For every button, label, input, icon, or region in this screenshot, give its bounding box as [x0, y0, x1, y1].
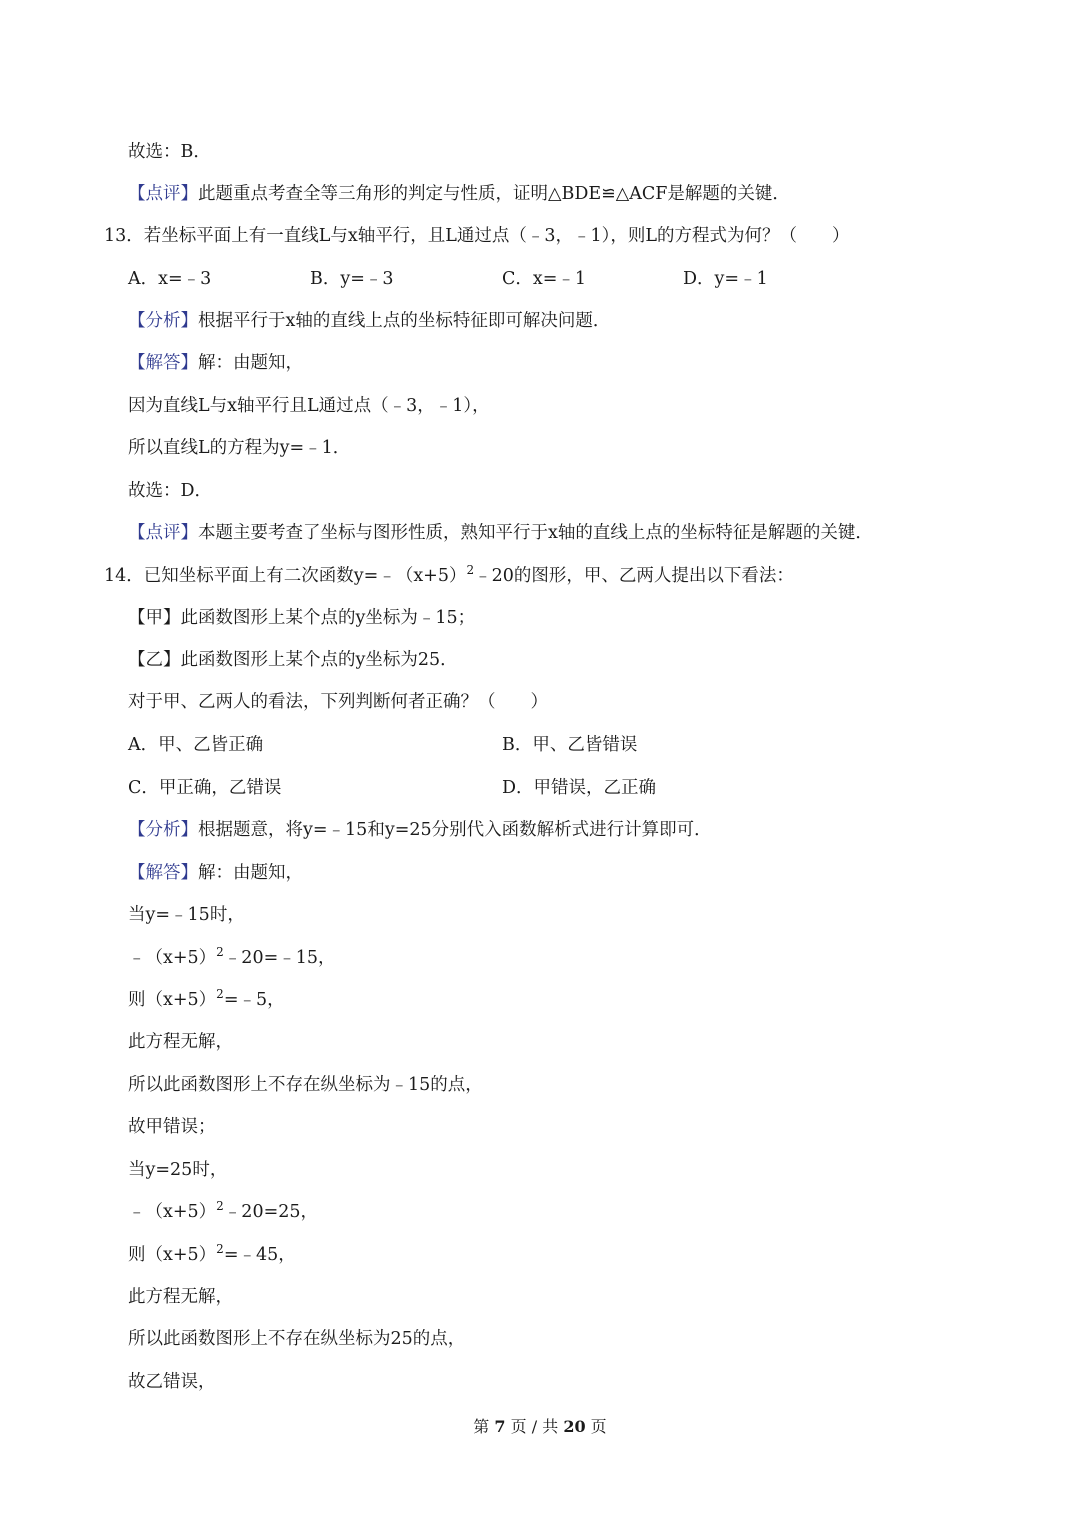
page-number: 7: [494, 1417, 506, 1436]
q14-option-c: C．甲正确，乙错误: [128, 778, 282, 798]
exponent: 2: [466, 563, 475, 577]
analysis-text: 根据题意，将y=﹣15和y=25分别代入函数解析式进行计算即可．: [198, 820, 712, 840]
q14-option-b: B．甲、乙皆错误: [502, 735, 638, 755]
answer-text: 解：由题知，: [198, 863, 303, 883]
question-14-text: ﹣20的图形，甲、乙两人提出以下看法：: [474, 566, 794, 586]
analysis-line: [128, 818, 712, 842]
comment-line: [128, 182, 790, 206]
equation-text: ﹣20=25，: [223, 1202, 319, 1222]
equation-text: ﹣20=﹣15，: [223, 948, 336, 968]
answer-line: [128, 861, 303, 885]
equation-line: [128, 1200, 318, 1224]
exponent: 2: [216, 945, 224, 959]
q14-option-d: D．甲错误，乙正确: [502, 778, 657, 798]
text-line: 故选：D．: [128, 481, 213, 501]
q13-option-b: B．y=﹣3: [310, 269, 394, 289]
footer-middle: 页 / 共: [510, 1417, 559, 1436]
q13-option-a: A．x=﹣3: [128, 269, 212, 289]
equation-text: =﹣45，: [223, 1245, 296, 1265]
equation-text: 则（x+5）: [128, 1245, 217, 1265]
q14-option-a: A．甲、乙皆正确: [128, 735, 264, 755]
text-line: 因为直线L与x轴平行且L通过点（﹣3，﹣1），: [128, 396, 490, 416]
comment-tag: 【点评】: [128, 184, 198, 204]
analysis-text: 根据平行于x轴的直线上点的坐标特征即可解决问题．: [198, 311, 611, 331]
question-14: [104, 564, 794, 588]
text-line: 对于甲、乙两人的看法，下列判断何者正确？（ ）: [128, 692, 548, 712]
analysis-tag: 【分析】: [128, 820, 198, 840]
q13-option-c: C．x=﹣1: [502, 269, 587, 289]
text-line: 此方程无解，: [128, 1032, 233, 1052]
page-footer: [0, 1416, 1080, 1438]
equation-text: 则（x+5）: [128, 990, 217, 1010]
exponent: 2: [216, 1242, 224, 1256]
comment-line: [128, 521, 873, 545]
equation-line: [128, 988, 285, 1012]
question-14-text: 14．已知坐标平面上有二次函数y=﹣（x+5）: [104, 566, 467, 586]
answer-tag: 【解答】: [128, 863, 198, 883]
text-line: 所以此函数图形上不存在纵坐标为﹣15的点，: [128, 1075, 483, 1095]
footer-suffix: 页: [590, 1417, 607, 1436]
text-line: 当y=25时，: [128, 1160, 228, 1180]
exponent: 2: [216, 1199, 224, 1213]
q13-option-d: D．y=﹣1: [683, 269, 768, 289]
footer-prefix: 第: [473, 1417, 490, 1436]
equation-line: [128, 1243, 296, 1267]
analysis-line: [128, 309, 610, 333]
statement-jia: 【甲】此函数图形上某个点的y坐标为﹣15；: [128, 608, 476, 628]
analysis-tag: 【分析】: [128, 311, 198, 331]
comment-tag: 【点评】: [128, 523, 198, 543]
exponent: 2: [216, 987, 224, 1001]
equation-text: =﹣5，: [223, 990, 285, 1010]
equation-text: ﹣（x+5）: [128, 1202, 217, 1222]
text-line: 所以此函数图形上不存在纵坐标为25的点，: [128, 1329, 466, 1349]
answer-line: [128, 351, 303, 375]
text-line: 故乙错误，: [128, 1372, 216, 1392]
equation-text: ﹣（x+5）: [128, 948, 217, 968]
text-line: 故选：B．: [128, 142, 211, 162]
text-line: 所以直线L的方程为y=﹣1．: [128, 438, 351, 458]
page-total: 20: [563, 1417, 586, 1436]
text-line: 此方程无解，: [128, 1287, 233, 1307]
question-13: 13．若坐标平面上有一直线L与x轴平行，且L通过点（﹣3，﹣1），则L的方程式为何？（ ）: [104, 226, 850, 246]
text-line: 故甲错误；: [128, 1117, 216, 1137]
statement-yi: 【乙】此函数图形上某个点的y坐标为25．: [128, 650, 458, 670]
text-line: 当y=﹣15时，: [128, 905, 245, 925]
answer-tag: 【解答】: [128, 353, 198, 373]
comment-text: 此题重点考查全等三角形的判定与性质，证明△BDE≌△ACF是解题的关键．: [198, 184, 790, 204]
equation-line: [128, 946, 336, 970]
answer-text: 解：由题知，: [198, 353, 303, 373]
comment-text: 本题主要考查了坐标与图形性质，熟知平行于x轴的直线上点的坐标特征是解题的关键．: [198, 523, 873, 543]
